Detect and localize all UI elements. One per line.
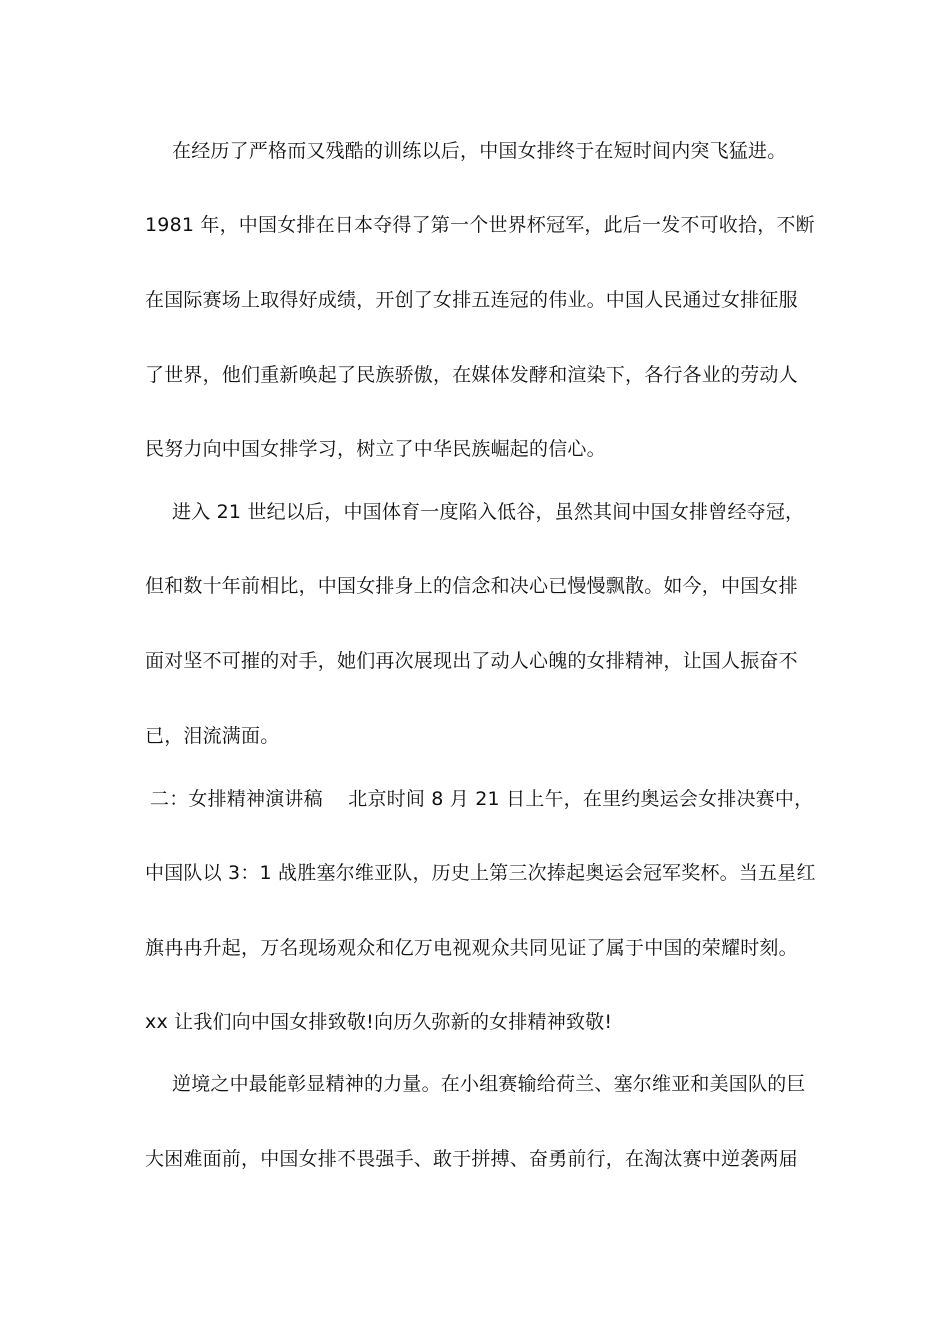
paragraph-line: 已，泪流满面。 xyxy=(145,725,280,747)
paragraph-line: 旗冉冉升起，万名现场观众和亿万电视观众共同见证了属于中国的荣耀时刻。 xyxy=(145,937,798,959)
paragraph-line: 进入 21 世纪以后，中国体育一度陷入低谷，虽然其间中国女排曾经夺冠， xyxy=(172,501,805,523)
section-heading-line: 二：女排精神演讲稿 北京时间 8 月 21 日上午，在里约奥运会女排决赛中， xyxy=(150,788,814,810)
paragraph-line: 中国队以 3：1 战胜塞尔维亚队，历史上第三次捧起奥运会冠军奖杯。当五星红 xyxy=(145,862,816,884)
paragraph-line: 1981 年，中国女排在日本夺得了第一个世界杯冠军，此后一发不可收拾，不断 xyxy=(145,214,815,236)
paragraph-line: 逆境之中最能彰显精神的力量。在小组赛输给荷兰、塞尔维亚和美国队的巨 xyxy=(172,1073,806,1095)
paragraph-line: 了世界，他们重新唤起了民族骄傲，在媒体发酵和渲染下，各行各业的劳动人 xyxy=(145,364,798,386)
paragraph-line: 在国际赛场上取得好成绩，开创了女排五连冠的伟业。中国人民通过女排征服 xyxy=(145,289,798,311)
paragraph-line: xx 让我们向中国女排致敬!向历久弥新的女排精神致敬! xyxy=(145,1011,613,1033)
paragraph-line: 面对坚不可摧的对手，她们再次展现出了动人心魄的女排精神，让国人振奋不 xyxy=(145,650,798,672)
paragraph-line: 在经历了严格而又残酷的训练以后，中国女排终于在短时间内突飞猛进。 xyxy=(172,140,787,162)
paragraph-line: 民努力向中国女排学习，树立了中华民族崛起的信心。 xyxy=(145,438,606,460)
paragraph-line: 但和数十年前相比，中国女排身上的信念和决心已慢慢飘散。如今，中国女排 xyxy=(145,575,798,597)
paragraph-line: 大困难面前，中国女排不畏强手、敢于拼搏、奋勇前行，在淘汰赛中逆袭两届 xyxy=(145,1148,798,1170)
